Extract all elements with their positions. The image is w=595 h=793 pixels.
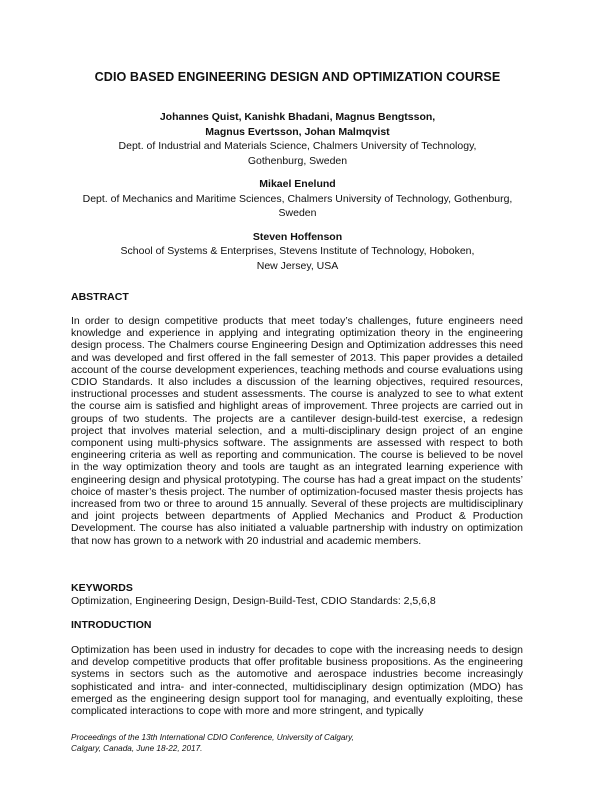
affiliation: Sweden	[278, 207, 317, 219]
author-group	[40, 230, 555, 274]
abstract-heading: ABSTRACT	[71, 291, 129, 303]
footer-line: Calgary, Canada, June 18-22, 2017.	[71, 743, 203, 753]
affiliation: Dept. of Industrial and Materials Science, Chalmers University of Technology,	[118, 140, 477, 152]
affiliation: Dept. of Mechanics and Maritime Sciences, Chalmers University of Technology, Gothenburg,	[82, 192, 513, 205]
keywords-text: Optimization, Engineering Design, Design-Build-Test, CDIO Standards: 2,5,6,8	[71, 595, 436, 607]
keywords-heading: KEYWORDS	[71, 582, 133, 594]
abstract-text: In order to design competitive products that meet today’s challenges, future engineers need knowledge and experience in applying and integrating optimization theory in the engineering design process. The Chalmers course Engineering Design and Optimization addresses this need and was developed and first offered in the fall semester of 2013. This paper provides a detailed account of the course development experiences, teaching methods and course evaluations using CDIO Standards. It also includes a discussion of the learning objectives, required resources, instructional processes and student assessments. The course is analyzed to see to what extent the course aim is satisfied and highlight areas of improvement. Three projects are carried out in groups of two students. The projects are a cantilever design-build-test exercise, a redesign project that involves material selection, and a multi-disciplinary design project of an engine component using multi-physics software. The assignments are assessed with respect to both engineering criteria as well as reporting and communication. The course is believed to be novel in the way optimization theory and tools are taught as an integrated learning experience with engineering design and physical prototyping. The course has had a great impact on the students’ choice of master’s thesis project. The number of optimization-focused master thesis projects has increased from two or three to around 15 annually. Several of these projects are multidisciplinary and joint projects between departments of Applied Mechanics and Product & Production Development. The course has also initiated a valuable partnership with industry on optimization that now has grown to a network with 20 industrial and academic members.	[71, 315, 523, 547]
introduction-text: Optimization has been used in industry for decades to cope with the increasing needs to design and develop competitive products that offer profitable business propositions. As the engineering systems in sectors such as the automotive and aerospace industries become increasingly sophisticated and intra- and inter-connected, multidisciplinary design optimization (MDO) has emerged as the engineering design support tool for managing, and eventually exploiting, these complicated interactions to cope with more and more stringent, and typically	[71, 644, 523, 718]
author-group	[40, 110, 555, 168]
author-names: Johannes Quist, Kanishk Bhadani, Magnus Bengtsson,	[159, 111, 436, 123]
affiliation: New Jersey, USA	[256, 259, 339, 272]
affiliation: Gothenburg, Sweden	[247, 154, 348, 167]
author-names: Magnus Evertsson, Johan Malmqvist	[205, 125, 390, 138]
footer-line: Proceedings of the 13th International CDIO Conference, University of Calgary,	[71, 733, 354, 742]
introduction-heading: INTRODUCTION	[71, 619, 152, 631]
author-block	[40, 110, 555, 273]
affiliation: School of Systems & Enterprises, Stevens Institute of Technology, Hoboken,	[120, 245, 475, 257]
author-names: Mikael Enelund	[259, 178, 336, 190]
page-footer	[71, 733, 354, 754]
author-names: Steven Hoffenson	[252, 230, 343, 243]
paper-title: CDIO BASED ENGINEERING DESIGN AND OPTIMIZATION COURSE	[94, 70, 501, 84]
author-group	[40, 177, 555, 221]
